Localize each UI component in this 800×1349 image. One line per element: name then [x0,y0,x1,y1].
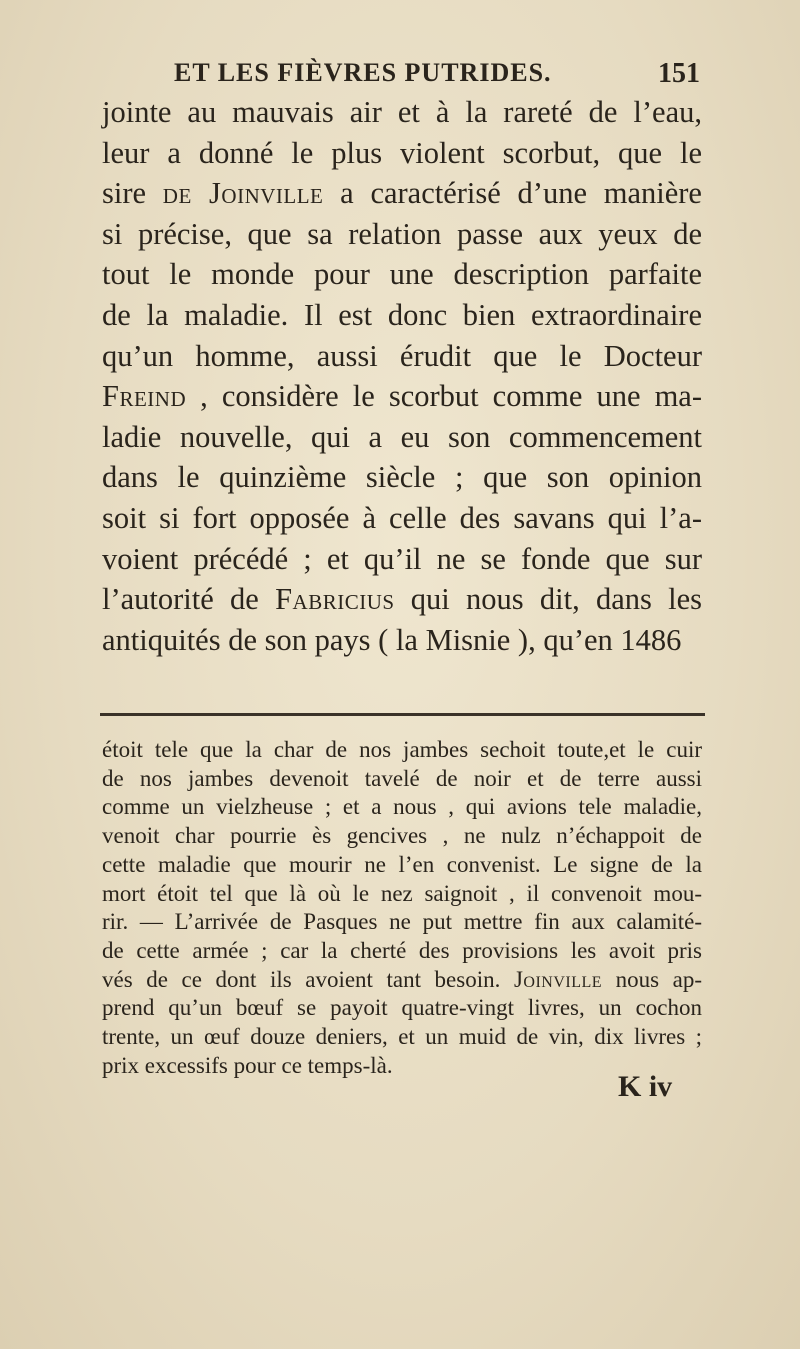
body-line [102,620,702,661]
text-run: comme un vielzheuse ; et a nous , qui avions tele maladie, [102,794,702,820]
signature-mark: K iv [618,1070,673,1103]
text-run: tout le monde pour une description parfaite [102,257,702,292]
footnote-line [102,966,702,995]
footnote-line [102,994,702,1023]
text-run: a caractérisé d’une manière [323,176,702,211]
footnote-line [102,908,702,937]
text-run: l’autorité de [102,582,276,617]
body-line [102,579,702,620]
body-line [102,173,702,214]
footnote-text [102,736,702,1080]
text-run: venoit char pourrie ès gencives , ne nulz n’échappoit de [102,823,702,849]
text-run: de cette armée ; car la cherté des provisions les avoit pris [102,937,702,963]
proper-name: Freind [102,379,187,414]
text-run: soit si fort opposée à celle des savans qui l’a- [102,500,702,535]
text-run: voient précédé ; et qu’il ne se fonde que sur [102,541,702,576]
footnote-line [102,1023,702,1052]
footnote-line [102,765,702,794]
body-line [102,336,702,377]
body-line [102,254,702,295]
footnote-rule [100,713,705,716]
body-line [102,214,702,255]
text-run: ladie nouvelle, qui a eu son commencement [102,419,702,454]
text-run: vés de ce dont ils avoient tant besoin. [102,966,514,992]
body-line [102,92,702,133]
text-run: antiquités de son pays ( la Misnie ), qu’en 1486 [102,622,682,657]
text-run: qui nous dit, dans les [394,582,702,617]
text-run: prix excessifs pour ce temps-là. [102,1052,393,1078]
footnote-line [102,736,702,765]
proper-name: Joinville [513,966,603,992]
text-run: , considère le scorbut comme une ma- [186,379,702,414]
body-line [102,457,702,498]
text-run: de la maladie. Il est donc bien extraordinaire [102,297,702,332]
body-line [102,376,702,417]
text-run: leur a donné le plus violent scorbut, que le [102,135,702,170]
footnote-line [102,937,702,966]
text-run: étoit tele que la char de nos jambes sechoit toute,et le cuir [102,737,702,762]
running-title: ET LES FIÈVRES PUTRIDES. [174,58,552,87]
footnote-line [102,793,702,822]
body-line [102,417,702,458]
text-run: nous ap- [602,966,702,992]
footnote-line [102,822,702,851]
text-run: rir. — L’arrivée de Pasques ne put mettre fin aux calamité- [102,909,702,935]
footnote-line [102,851,702,880]
page-number: 151 [658,58,700,89]
footnote-line [102,880,702,909]
text-run: si précise, que sa relation passe aux yeux de [102,216,702,251]
body-line [102,295,702,336]
body-line [102,133,702,174]
main-text [102,92,702,660]
text-run: qu’un homme, aussi érudit que le Docteur [102,338,702,373]
text-run: cette maladie que mourir ne l’en convenist. Le signe de la [102,851,702,877]
proper-name: Fabricius [275,582,395,617]
body-line [102,498,702,539]
text-run: trente, un œuf douze deniers, et un muid de vin, dix livres ; [102,1024,702,1050]
body-line [102,539,702,580]
text-run: prend qu’un bœuf se payoit quatre-vingt livres, un cochon [102,995,702,1021]
text-run: sire [102,176,163,211]
text-run: de nos jambes devenoit tavelé de noir et de terre aussi [102,765,702,791]
proper-name: de Joinville [162,176,324,211]
footnote-line [102,1052,702,1081]
text-run: dans le quinzième siècle ; que son opinion [102,460,702,495]
text-run: jointe au mauvais air et à la rareté de l’eau, [102,95,702,129]
text-run: mort étoit tel que là où le nez saignoit , il convenoit mou- [102,880,702,906]
